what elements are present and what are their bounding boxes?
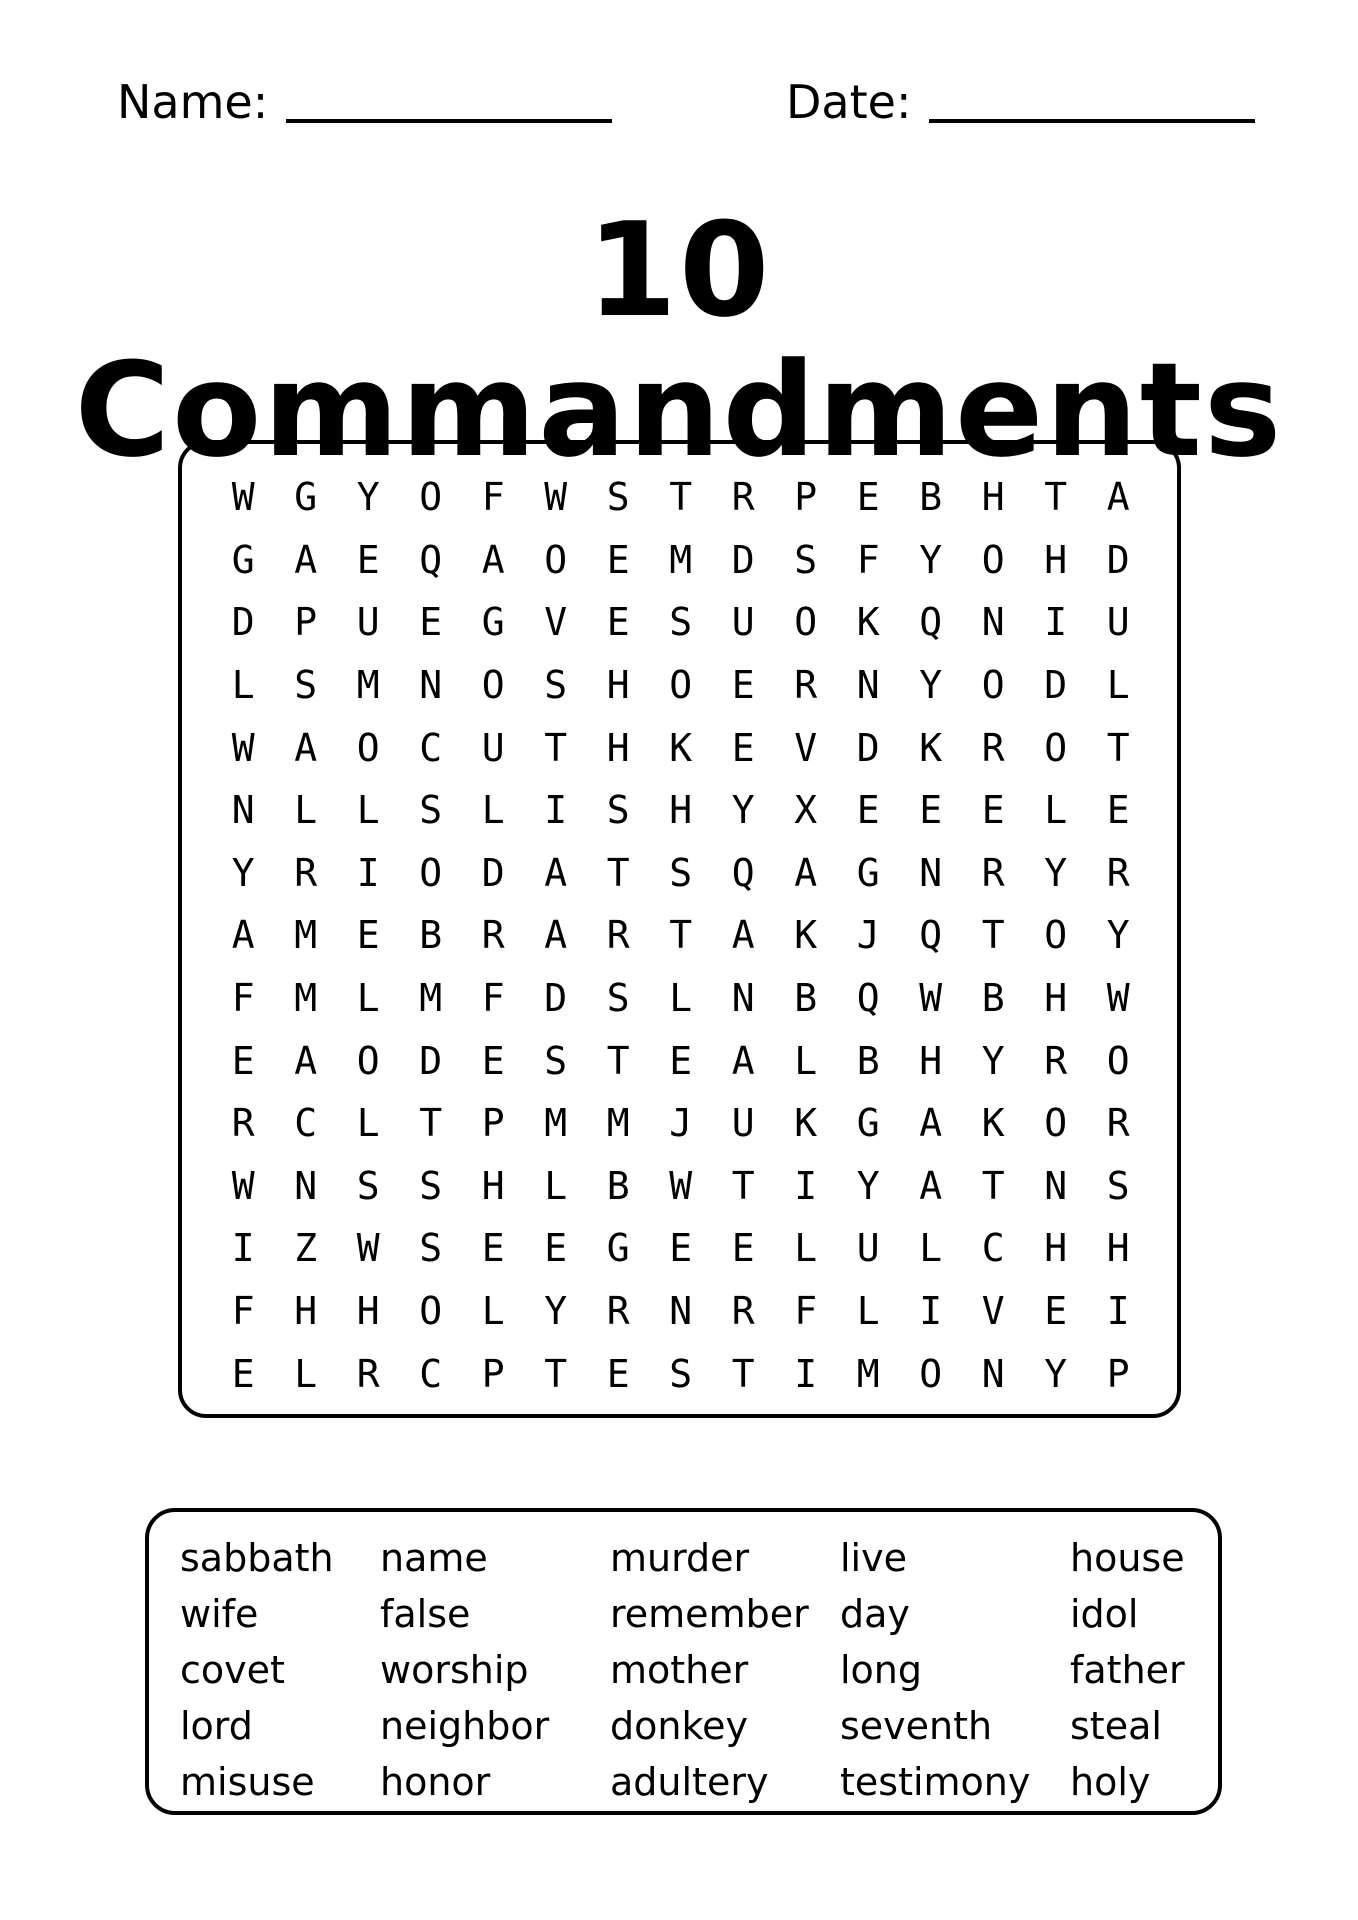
grid-letter[interactable]: G [231, 537, 255, 582]
grid-letter[interactable]: F [231, 976, 255, 1021]
grid-letter[interactable]: S [669, 850, 693, 895]
grid-letter[interactable]: I [1044, 600, 1068, 645]
grid-letter[interactable]: M [294, 976, 318, 1021]
grid-letter[interactable]: O [1106, 1038, 1130, 1083]
grid-letter[interactable]: R [731, 1289, 755, 1334]
grid-letter[interactable]: L [356, 788, 380, 833]
grid-letter[interactable]: Y [919, 663, 943, 708]
grid-letter[interactable]: I [544, 788, 568, 833]
grid-letter[interactable]: N [231, 788, 255, 833]
grid-letter[interactable]: E [606, 1351, 630, 1396]
word-list-item: holy [1070, 1760, 1151, 1804]
grid-letter[interactable]: R [606, 1289, 630, 1334]
grid-letter[interactable]: D [1106, 537, 1130, 582]
grid-letter[interactable]: H [919, 1038, 943, 1083]
grid-letter[interactable]: N [981, 1351, 1005, 1396]
grid-letter[interactable]: E [731, 663, 755, 708]
grid-letter[interactable]: Y [1044, 1351, 1068, 1396]
date-blank-line[interactable] [929, 118, 1255, 123]
grid-letter[interactable]: N [294, 1163, 318, 1208]
grid-letter[interactable]: C [419, 725, 443, 770]
grid-letter[interactable]: F [481, 976, 505, 1021]
grid-letter[interactable]: O [1044, 1101, 1068, 1146]
grid-letter[interactable]: E [731, 1226, 755, 1271]
grid-letter[interactable]: U [356, 600, 380, 645]
grid-letter[interactable]: A [481, 537, 505, 582]
date-field[interactable] [786, 72, 1255, 132]
grid-letter[interactable]: L [356, 1101, 380, 1146]
grid-letter[interactable]: Q [919, 913, 943, 958]
grid-letter[interactable]: U [481, 725, 505, 770]
grid-letter[interactable]: U [1106, 600, 1130, 645]
grid-letter[interactable]: E [544, 1226, 568, 1271]
word-list-item: steal [1070, 1704, 1162, 1748]
grid-letter[interactable]: L [481, 788, 505, 833]
word-list-item: seventh [840, 1704, 993, 1748]
grid-letter[interactable]: S [669, 600, 693, 645]
grid-letter[interactable]: O [419, 475, 443, 520]
grid-letter[interactable]: L [356, 976, 380, 1021]
grid-letter[interactable]: D [856, 725, 880, 770]
grid-letter[interactable]: C [981, 1226, 1005, 1271]
page-title: 10 Commandments [74, 194, 1284, 486]
grid-letter[interactable]: Y [231, 850, 255, 895]
word-list-item: remember [610, 1592, 809, 1636]
grid-letter[interactable]: S [419, 1163, 443, 1208]
grid-letter[interactable]: K [856, 600, 880, 645]
grid-letter[interactable]: W [231, 1163, 255, 1208]
grid-letter[interactable]: R [231, 1101, 255, 1146]
grid-letter[interactable]: E [606, 600, 630, 645]
grid-letter[interactable]: K [981, 1101, 1005, 1146]
grid-letter[interactable]: A [231, 913, 255, 958]
grid-letter[interactable]: Y [1106, 913, 1130, 958]
grid-letter[interactable]: K [794, 1101, 818, 1146]
grid-letter[interactable]: N [856, 663, 880, 708]
grid-letter[interactable]: T [981, 1163, 1005, 1208]
grid-letter[interactable]: I [1106, 1289, 1130, 1334]
grid-letter[interactable]: E [606, 537, 630, 582]
grid-letter[interactable]: A [919, 1163, 943, 1208]
name-field[interactable] [117, 72, 612, 132]
grid-letter[interactable]: U [731, 600, 755, 645]
grid-letter[interactable]: S [606, 475, 630, 520]
grid-letter[interactable]: E [481, 1226, 505, 1271]
grid-letter[interactable]: S [1106, 1163, 1130, 1208]
grid-letter[interactable]: R [1106, 1101, 1130, 1146]
grid-letter[interactable]: T [731, 1351, 755, 1396]
grid-letter[interactable]: W [544, 475, 568, 520]
grid-letter[interactable]: D [231, 600, 255, 645]
grid-letter[interactable]: P [294, 600, 318, 645]
grid-letter[interactable]: T [731, 1163, 755, 1208]
grid-letter[interactable]: H [356, 1289, 380, 1334]
grid-letter[interactable]: R [294, 850, 318, 895]
grid-letter[interactable]: V [544, 600, 568, 645]
grid-letter[interactable]: J [856, 913, 880, 958]
grid-letter[interactable]: T [419, 1101, 443, 1146]
word-list-item: covet [180, 1648, 285, 1692]
grid-letter[interactable]: H [669, 788, 693, 833]
grid-letter[interactable]: R [981, 725, 1005, 770]
grid-letter[interactable]: H [1044, 976, 1068, 1021]
grid-letter[interactable]: I [356, 850, 380, 895]
grid-letter[interactable]: M [856, 1351, 880, 1396]
grid-letter[interactable]: E [919, 788, 943, 833]
grid-letter[interactable]: E [1044, 1289, 1068, 1334]
grid-letter[interactable]: L [794, 1226, 818, 1271]
name-label: Name: [117, 75, 269, 129]
grid-letter[interactable]: F [231, 1289, 255, 1334]
grid-letter[interactable]: E [669, 1038, 693, 1083]
grid-letter[interactable]: S [544, 663, 568, 708]
grid-letter[interactable]: O [419, 850, 443, 895]
word-list-item: house [1070, 1536, 1185, 1580]
grid-letter[interactable]: P [1106, 1351, 1130, 1396]
grid-letter[interactable]: A [1106, 475, 1130, 520]
grid-letter[interactable]: T [981, 913, 1005, 958]
grid-letter[interactable]: E [981, 788, 1005, 833]
date-label: Date: [786, 75, 912, 129]
grid-letter[interactable]: Q [731, 850, 755, 895]
grid-letter[interactable]: B [856, 1038, 880, 1083]
grid-letter[interactable]: L [1044, 788, 1068, 833]
grid-letter[interactable]: P [481, 1351, 505, 1396]
grid-letter[interactable]: O [356, 725, 380, 770]
grid-letter[interactable]: F [481, 475, 505, 520]
grid-letter[interactable]: T [1044, 475, 1068, 520]
grid-letter[interactable]: I [794, 1163, 818, 1208]
grid-letter[interactable]: E [731, 725, 755, 770]
grid-letter[interactable]: Y [544, 1289, 568, 1334]
grid-letter[interactable]: N [669, 1289, 693, 1334]
grid-letter[interactable]: T [1106, 725, 1130, 770]
grid-letter[interactable]: G [606, 1226, 630, 1271]
grid-letter[interactable]: A [294, 1038, 318, 1083]
grid-letter[interactable]: N [981, 600, 1005, 645]
grid-letter[interactable]: B [919, 475, 943, 520]
grid-letter[interactable]: A [731, 1038, 755, 1083]
grid-letter[interactable]: L [294, 788, 318, 833]
grid-letter[interactable]: G [481, 600, 505, 645]
grid-letter[interactable]: Y [981, 1038, 1005, 1083]
grid-letter[interactable]: E [356, 537, 380, 582]
grid-letter[interactable]: B [794, 976, 818, 1021]
grid-letter[interactable]: Q [419, 537, 443, 582]
grid-letter[interactable]: H [481, 1163, 505, 1208]
grid-letter[interactable]: R [981, 850, 1005, 895]
grid-letter[interactable]: L [294, 1351, 318, 1396]
grid-letter[interactable]: S [419, 788, 443, 833]
word-list-item: long [840, 1648, 923, 1692]
grid-letter[interactable]: Y [856, 1163, 880, 1208]
grid-letter[interactable]: W [231, 725, 255, 770]
grid-letter[interactable]: E [356, 913, 380, 958]
grid-letter[interactable]: N [1044, 1163, 1068, 1208]
grid-letter[interactable]: T [544, 1351, 568, 1396]
grid-letter[interactable]: L [919, 1226, 943, 1271]
grid-letter[interactable]: S [419, 1226, 443, 1271]
grid-letter[interactable]: B [606, 1163, 630, 1208]
grid-letter[interactable]: Y [731, 788, 755, 833]
grid-letter[interactable]: W [231, 475, 255, 520]
grid-letter[interactable]: X [794, 788, 818, 833]
grid-letter[interactable]: A [919, 1101, 943, 1146]
grid-letter[interactable]: E [231, 1351, 255, 1396]
grid-letter[interactable]: W [919, 976, 943, 1021]
grid-letter[interactable]: G [856, 1101, 880, 1146]
grid-letter[interactable]: U [731, 1101, 755, 1146]
grid-letter[interactable]: A [294, 725, 318, 770]
grid-letter[interactable]: M [356, 663, 380, 708]
grid-letter[interactable]: E [669, 1226, 693, 1271]
word-list-item: neighbor [380, 1704, 550, 1748]
grid-letter[interactable]: D [481, 850, 505, 895]
word-list-item: murder [610, 1536, 750, 1580]
grid-letter[interactable]: R [481, 913, 505, 958]
word-list-item: father [1070, 1648, 1185, 1692]
word-list-item: day [840, 1592, 910, 1636]
grid-letter[interactable]: O [481, 663, 505, 708]
grid-letter[interactable]: S [356, 1163, 380, 1208]
grid-letter[interactable]: S [294, 663, 318, 708]
grid-letter[interactable]: C [419, 1351, 443, 1396]
grid-letter[interactable]: E [856, 475, 880, 520]
grid-letter[interactable]: T [606, 1038, 630, 1083]
grid-letter[interactable]: S [606, 788, 630, 833]
word-list-item: lord [180, 1704, 253, 1748]
grid-letter[interactable]: B [419, 913, 443, 958]
grid-letter[interactable]: G [856, 850, 880, 895]
grid-letter[interactable]: S [669, 1351, 693, 1396]
word-list-item: testimony [840, 1760, 1031, 1804]
grid-letter[interactable]: H [294, 1289, 318, 1334]
grid-letter[interactable]: E [481, 1038, 505, 1083]
grid-letter[interactable]: S [544, 1038, 568, 1083]
grid-letter[interactable]: R [606, 913, 630, 958]
grid-letter[interactable]: I [231, 1226, 255, 1271]
grid-letter[interactable]: U [856, 1226, 880, 1271]
grid-letter[interactable]: O [981, 663, 1005, 708]
grid-letter[interactable]: D [544, 976, 568, 1021]
grid-letter[interactable]: L [544, 1163, 568, 1208]
word-list-item: false [380, 1592, 471, 1636]
grid-letter[interactable]: A [731, 913, 755, 958]
grid-letter[interactable]: E [856, 788, 880, 833]
grid-letter[interactable]: O [1044, 913, 1068, 958]
grid-letter[interactable]: T [669, 475, 693, 520]
grid-letter[interactable]: O [794, 600, 818, 645]
word-list-item: idol [1070, 1592, 1139, 1636]
grid-letter[interactable]: O [544, 537, 568, 582]
grid-letter[interactable]: D [1044, 663, 1068, 708]
grid-letter[interactable]: Q [919, 600, 943, 645]
grid-letter[interactable]: W [1106, 976, 1130, 1021]
grid-letter[interactable]: E [1106, 788, 1130, 833]
grid-letter[interactable]: N [731, 976, 755, 1021]
grid-letter[interactable]: M [669, 537, 693, 582]
word-search-grid [212, 466, 1150, 1405]
grid-letter[interactable]: S [606, 976, 630, 1021]
grid-letter[interactable]: O [356, 1038, 380, 1083]
grid-letter[interactable]: Y [919, 537, 943, 582]
grid-letter[interactable]: T [669, 913, 693, 958]
word-list-item: worship [380, 1648, 529, 1692]
grid-letter[interactable]: S [794, 537, 818, 582]
grid-letter[interactable]: R [356, 1351, 380, 1396]
word-search-grid-box [178, 440, 1181, 1418]
grid-letter[interactable]: H [606, 663, 630, 708]
grid-letter[interactable]: Z [294, 1226, 318, 1271]
grid-letter[interactable]: Y [356, 475, 380, 520]
grid-letter[interactable]: R [1106, 850, 1130, 895]
grid-letter[interactable]: H [981, 475, 1005, 520]
grid-letter[interactable]: H [1044, 537, 1068, 582]
grid-letter[interactable]: I [794, 1351, 818, 1396]
grid-letter[interactable]: F [856, 537, 880, 582]
grid-letter[interactable]: L [1106, 663, 1130, 708]
grid-letter[interactable]: O [669, 663, 693, 708]
grid-letter[interactable]: Y [1044, 850, 1068, 895]
grid-letter[interactable]: N [919, 850, 943, 895]
grid-letter[interactable]: R [1044, 1038, 1068, 1083]
grid-letter[interactable]: T [544, 725, 568, 770]
word-list-item: honor [380, 1760, 491, 1804]
grid-letter[interactable]: T [606, 850, 630, 895]
grid-letter[interactable]: H [606, 725, 630, 770]
grid-letter[interactable]: A [294, 537, 318, 582]
grid-letter[interactable]: V [794, 725, 818, 770]
grid-letter[interactable]: A [544, 913, 568, 958]
grid-letter[interactable]: J [669, 1101, 693, 1146]
grid-letter[interactable]: L [481, 1289, 505, 1334]
grid-letter[interactable]: P [481, 1101, 505, 1146]
grid-letter[interactable]: O [981, 537, 1005, 582]
grid-letter[interactable]: O [1044, 725, 1068, 770]
grid-letter[interactable]: R [731, 475, 755, 520]
grid-letter[interactable]: O [919, 1351, 943, 1396]
grid-letter[interactable]: K [669, 725, 693, 770]
grid-letter[interactable]: E [419, 600, 443, 645]
grid-letter[interactable]: L [231, 663, 255, 708]
word-list-item: wife [180, 1592, 259, 1636]
grid-letter[interactable]: H [1106, 1226, 1130, 1271]
grid-letter[interactable]: P [794, 475, 818, 520]
grid-letter[interactable]: V [981, 1289, 1005, 1334]
grid-letter[interactable]: L [794, 1038, 818, 1083]
grid-letter[interactable]: M [606, 1101, 630, 1146]
grid-letter[interactable]: I [919, 1289, 943, 1334]
grid-letter[interactable]: K [919, 725, 943, 770]
grid-letter[interactable]: D [731, 537, 755, 582]
grid-letter[interactable]: M [419, 976, 443, 1021]
grid-letter[interactable]: M [294, 913, 318, 958]
grid-letter[interactable]: A [794, 850, 818, 895]
word-list-item: misuse [180, 1760, 315, 1804]
grid-letter[interactable]: W [669, 1163, 693, 1208]
word-list-item: sabbath [180, 1536, 334, 1580]
grid-letter[interactable]: H [1044, 1226, 1068, 1271]
grid-letter[interactable]: D [419, 1038, 443, 1083]
grid-letter[interactable]: K [794, 913, 818, 958]
name-blank-line[interactable] [286, 118, 612, 123]
word-list-item: donkey [610, 1704, 748, 1748]
grid-letter[interactable]: M [544, 1101, 568, 1146]
word-list-box [145, 1508, 1222, 1815]
grid-letter[interactable]: L [669, 976, 693, 1021]
grid-letter[interactable]: A [544, 850, 568, 895]
grid-letter[interactable]: L [856, 1289, 880, 1334]
grid-letter[interactable]: N [419, 663, 443, 708]
word-list-item: mother [610, 1648, 749, 1692]
grid-letter[interactable]: C [294, 1101, 318, 1146]
grid-letter[interactable]: Q [856, 976, 880, 1021]
grid-letter[interactable]: W [356, 1226, 380, 1271]
grid-letter[interactable]: F [794, 1289, 818, 1334]
grid-letter[interactable]: O [419, 1289, 443, 1334]
word-list-item: name [380, 1536, 488, 1580]
grid-letter[interactable]: B [981, 976, 1005, 1021]
grid-letter[interactable]: G [294, 475, 318, 520]
word-list [180, 1530, 1220, 1810]
word-list-item: adultery [610, 1760, 769, 1804]
grid-letter[interactable]: E [231, 1038, 255, 1083]
grid-letter[interactable]: R [794, 663, 818, 708]
word-list-item: live [840, 1536, 907, 1580]
